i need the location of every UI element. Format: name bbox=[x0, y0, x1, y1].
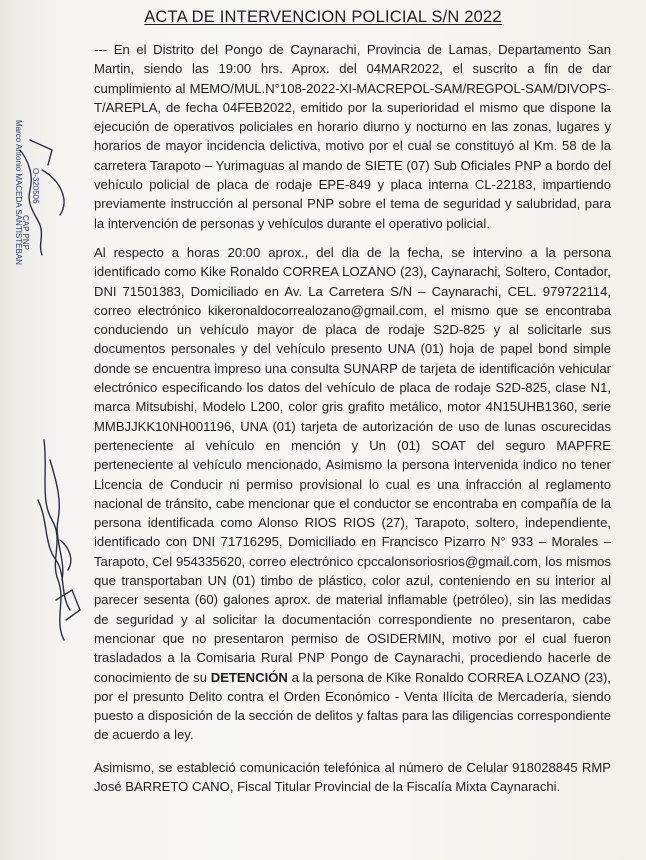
paragraph-communication: Asimismo, se estableció comunicación telefónica al número de Celular 918028845 RMP José BARRETO CANO, Fiscal Titular Provincial de la Fiscalía Mixta Caynarachi. bbox=[94, 759, 611, 794]
paragraph-intervention bbox=[94, 243, 611, 745]
paragraph-intervention-tail: a la persona de Kike Ronaldo CORREA LOZANO (23), por el presunto Delito contra el Orden Económico - Venta Ilícita de Mercadería, siendo puesto a disposición de la sección de delitos y faltas para las diligencias correspondiente de acuerdo a ley. bbox=[94, 669, 612, 743]
document-title: ACTA DE INTERVENCION POLICIAL S/N 2022 bbox=[144, 8, 502, 26]
paragraph-intervention-text: Al respecto a horas 20:00 aprox., del dia de la fecha, se intervino a la persona identificado como Kike Ronaldo CORREA LOZANO (23), Caynarachi, Soltero, Contador, DNI 71501383, Domiciliado en Av. La Carretera S/N – Caynarachi, CEL. 979722114, correo electrónico kikeronaldocorrealozano@gmail.com, el mismo que se encontraba conduciendo un vehículo mayor de placa de rodaje S2D-825 y al solicitarle sus documentos personales y del vehículo presento UNA (01) hoja de papel bond simple donde se encuentra impreso una consulta SUNARP de tarjeta de identificación vehicular electrónico especificando los datos del vehículo de placa de rodaje S2D-825, clase N1, marca Mitsubishi, Modelo L200, color gris grafito metálico, motor 4N15UHB1360, serie MMBJJKK10NH001196, UNA (01) tarjeta de autorización de uso de lunas oscurecidas perteneciente al vehículo en mención y Un (01) SOAT del seguro MAPFRE perteneciente al vehículo mencionado, Asimismo la persona intervenida indico no tener Licencia de Conducir ni permiso provisional lo cual es una infracción al reglamento nacional de tránsito, cabe mencionar que el conductor se encontraba en compañía de la persona identificada como Alonso RIOS RIOS (27), Tarapoto, soltero, independiente, identificado con DNI 71716295, Domiciliado en Francisco Pizarro N° 933 – Morales – Tarapoto, Cel 954335620, correo electrónico cpccalonsoriosrios@gmail.com, los mismos que transportaban UN (01) timbo de plástico, color azul, conteniendo en su interior al parecer sesenta (60) galones aprox. de material inflamable (petróleo), sin las medidas de seguridad y al solicitar la documentación correspondiente no presentaron, cabe mencionar que no presentaron permiso de OSIDERMIN, motivo por el cual fueron trasladados a la Comisaria Rural PNP Pongo de Caynarachi, procediendo hacerle de conocimiento de su bbox=[94, 244, 611, 685]
stamp-officer-name: Marco Antonio MACEDA SANTISTEBAN bbox=[14, 120, 23, 265]
paragraph-intro: --- En el Distrito del Pongo de Caynarachi, Provincia de Lamas, Departamento San Martin, siendo las 19:00 hrs. Aprox. del 04MAR2022, el suscrito a fin de dar cumplimiento al MEMO/MUL.N°108-2022-XI-MACREPOL-SAM/REGPOL-SAM/DIVOPS-T/AREPLA, de fecha 04FEB2022, emitido por la superioridad el mismo que dispone la ejecución de operativos policiales en horario diurno y nocturno en las zonas, lugares y horarios de mayor incidencia delictiva, motivo por el cual se constituyó al Km. 58 de la carretera Tarapoto – Yurimaguas al mando de SIETE (07) Sub Oficiales PNP a bordo del vehículo policial de placa de rodaje EPE-849 y placa interna CL-22183, impartiendo previamente instrucción al personal PNP sobre el tema de seguridad y salubridad, para la intervención de personas y vehículos durante el operativo policial. bbox=[94, 42, 611, 231]
signature-scribbles bbox=[0, 0, 100, 860]
stamp-rank: CAP PNP bbox=[21, 215, 30, 250]
detention-keyword: DETENCIÓN bbox=[210, 669, 288, 685]
document-body bbox=[94, 40, 611, 796]
stamp-code: O-320506 bbox=[31, 168, 40, 204]
